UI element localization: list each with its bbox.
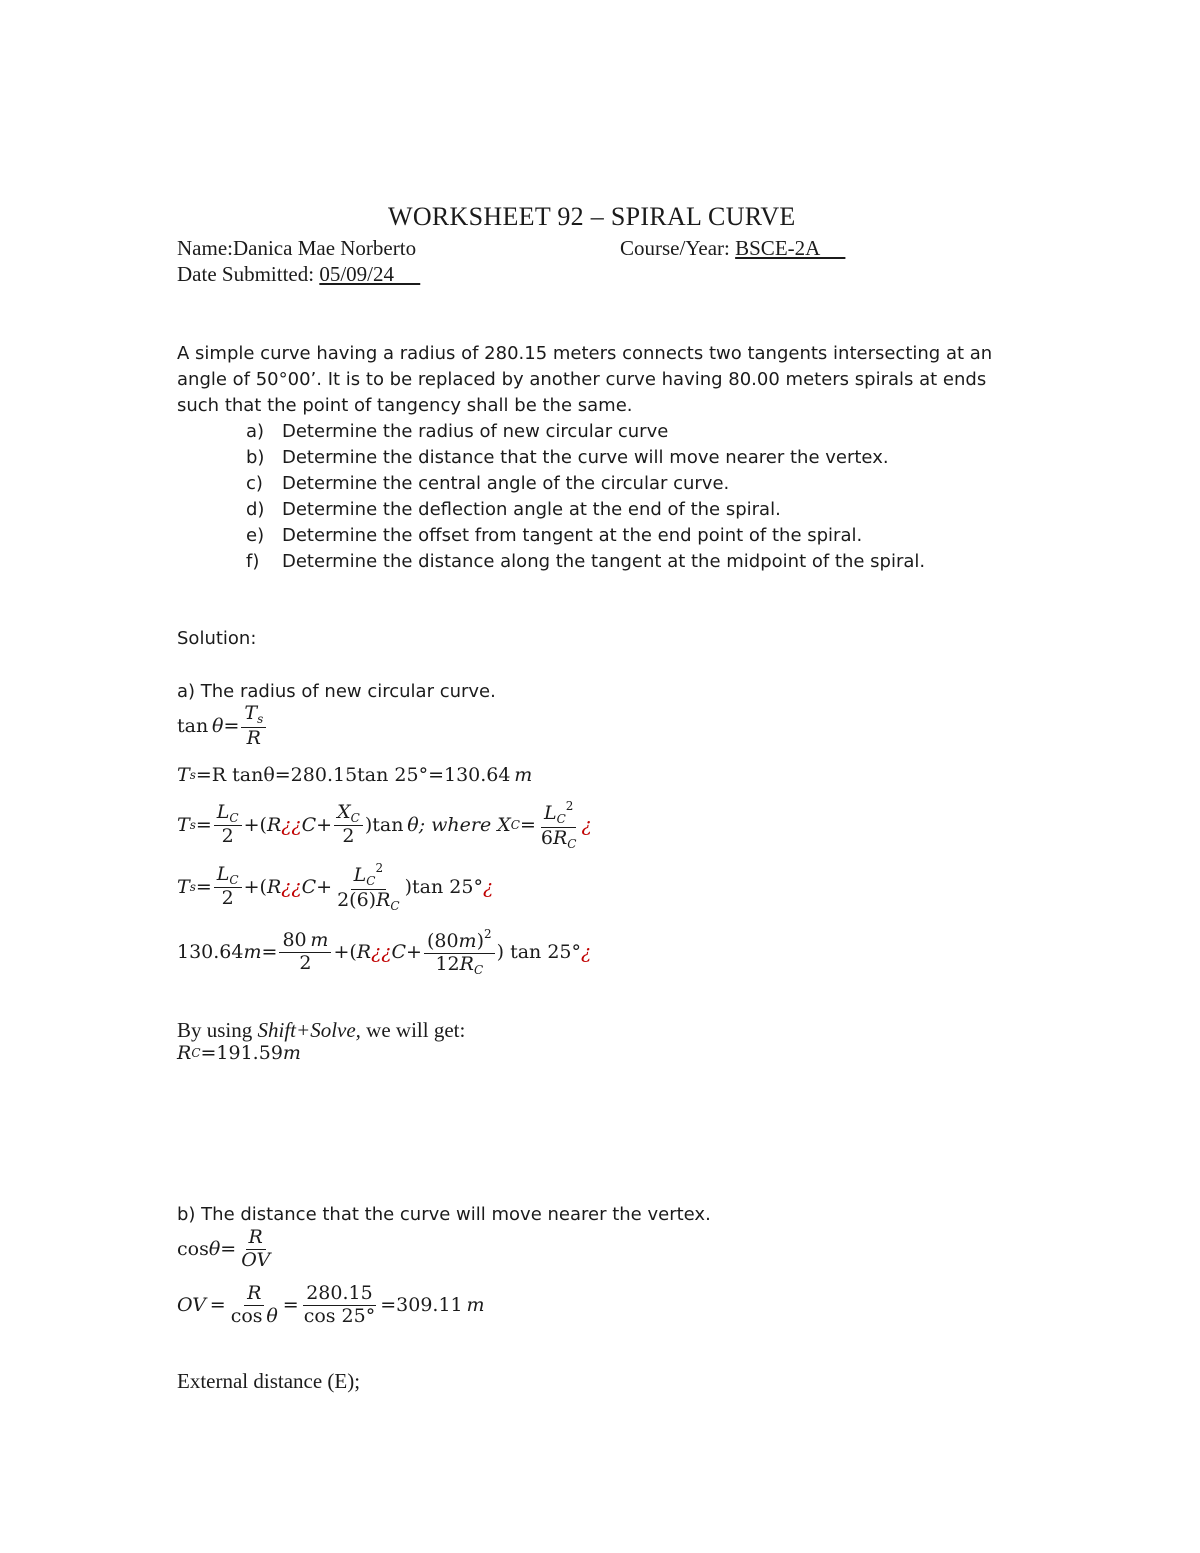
- date-label: Date Submitted:: [177, 262, 320, 286]
- name-value: Danica Mae Norberto: [232, 236, 417, 260]
- ov-den: cos 25°: [303, 1304, 376, 1327]
- date-value: 05/09/24: [319, 262, 421, 286]
- shift-solve-emph: Shift+Solve,: [257, 1018, 361, 1042]
- shift-solve-suffix: we will get:: [360, 1018, 466, 1042]
- list-item-label: e): [246, 525, 265, 546]
- equation-rc-result: R C =191.59 m: [177, 1042, 301, 1064]
- list-item-label: b): [246, 447, 265, 468]
- list-item-text: Determine the radius of new circular curve: [282, 421, 669, 442]
- list-item-label: a): [246, 421, 265, 442]
- equation-ts-text: =R tanθ=280.15tan 25°=130.64: [195, 764, 511, 786]
- equation-tan-theta: tan θ = $\frac{T_s}{R}$: [177, 704, 268, 749]
- part-b-heading: b) The distance that the curve will move nearer the vertex.: [177, 1204, 711, 1225]
- ov-num: 280.15: [303, 1284, 375, 1306]
- external-distance-line: External distance (E);: [177, 1369, 361, 1393]
- list-item-label: d): [246, 499, 265, 520]
- part-a-heading: a) The radius of new circular curve.: [177, 681, 496, 702]
- shift-solve-prefix: By using: [177, 1018, 258, 1042]
- list-item-label: f): [246, 551, 260, 572]
- where-text: ; where X: [418, 814, 511, 837]
- list-item-text: Determine the distance along the tangent at the midpoint of the spiral.: [282, 551, 926, 572]
- equation-ts-value: T s =R tanθ=280.15tan 25°=130.64 m: [177, 764, 533, 786]
- equation-ov: OV = $\frac{R}{\text{cos θ}}$ = $\frac{280.15}{\cos 25^\circ}$ =309.11 m: [177, 1282, 485, 1327]
- problem-line-3: such that the point of tangency shall be the same.: [177, 395, 633, 416]
- problem-line-1: A simple curve having a radius of 280.15 meters connects two tangents intersecting at an: [177, 343, 993, 364]
- list-item-label: c): [246, 473, 263, 494]
- course-value: BSCE-2A: [735, 236, 846, 260]
- page-title: WORKSHEET 92 – SPIRAL CURVE: [388, 202, 796, 231]
- eq5-left: 130.64: [177, 941, 244, 964]
- name-line: [177, 236, 416, 261]
- list-item-text: Determine the offset from tangent at the end point of the spiral.: [282, 525, 863, 546]
- course-line: [620, 236, 845, 261]
- list-item-text: Determine the distance that the curve will move nearer the vertex.: [282, 447, 889, 468]
- problem-line-2: angle of 50°00’. It is to be replaced by another curve having 80.00 meters spirals at ends: [177, 369, 987, 390]
- equation-ts-substituted: T s = $\frac{L_C}{2}$ +( R ¿¿ C + $\frac{L_C^2}{2(6)R_C}$ )tan 25° ¿: [177, 861, 494, 913]
- solution-heading: Solution:: [177, 628, 257, 649]
- eq5-num: 80: [282, 928, 307, 951]
- course-label: Course/Year:: [620, 236, 736, 260]
- equation-cos-theta: cos θ = $\frac{R}{OV}$: [177, 1226, 271, 1271]
- shift-solve-line: [177, 1018, 465, 1043]
- name-label: Name:: [177, 236, 233, 260]
- eq5-den: 2: [299, 951, 312, 974]
- list-item-text: Determine the central angle of the circular curve.: [282, 473, 730, 494]
- rc-result-text: =191.59: [200, 1042, 283, 1064]
- date-line: [177, 262, 420, 287]
- ov-result: =309.11: [380, 1294, 463, 1317]
- eq5-tan: ) tan 25°: [496, 941, 582, 964]
- equation-numeric: 130.64 m = $\frac{80 m}{2}$ +( R ¿¿ C + $\frac{(80m)^2}{12R_C}$ ) tan 25° ¿: [177, 927, 592, 977]
- equation-ts-general: T s = $\frac{L_C}{2}$ +( R ¿¿ C + $\frac{X_C}{2}$ )tan θ ; where X C = $\frac{L_C^2}{6R_C}$ ¿: [177, 799, 592, 851]
- list-item-text: Determine the deflection angle at the end of the spiral.: [282, 499, 781, 520]
